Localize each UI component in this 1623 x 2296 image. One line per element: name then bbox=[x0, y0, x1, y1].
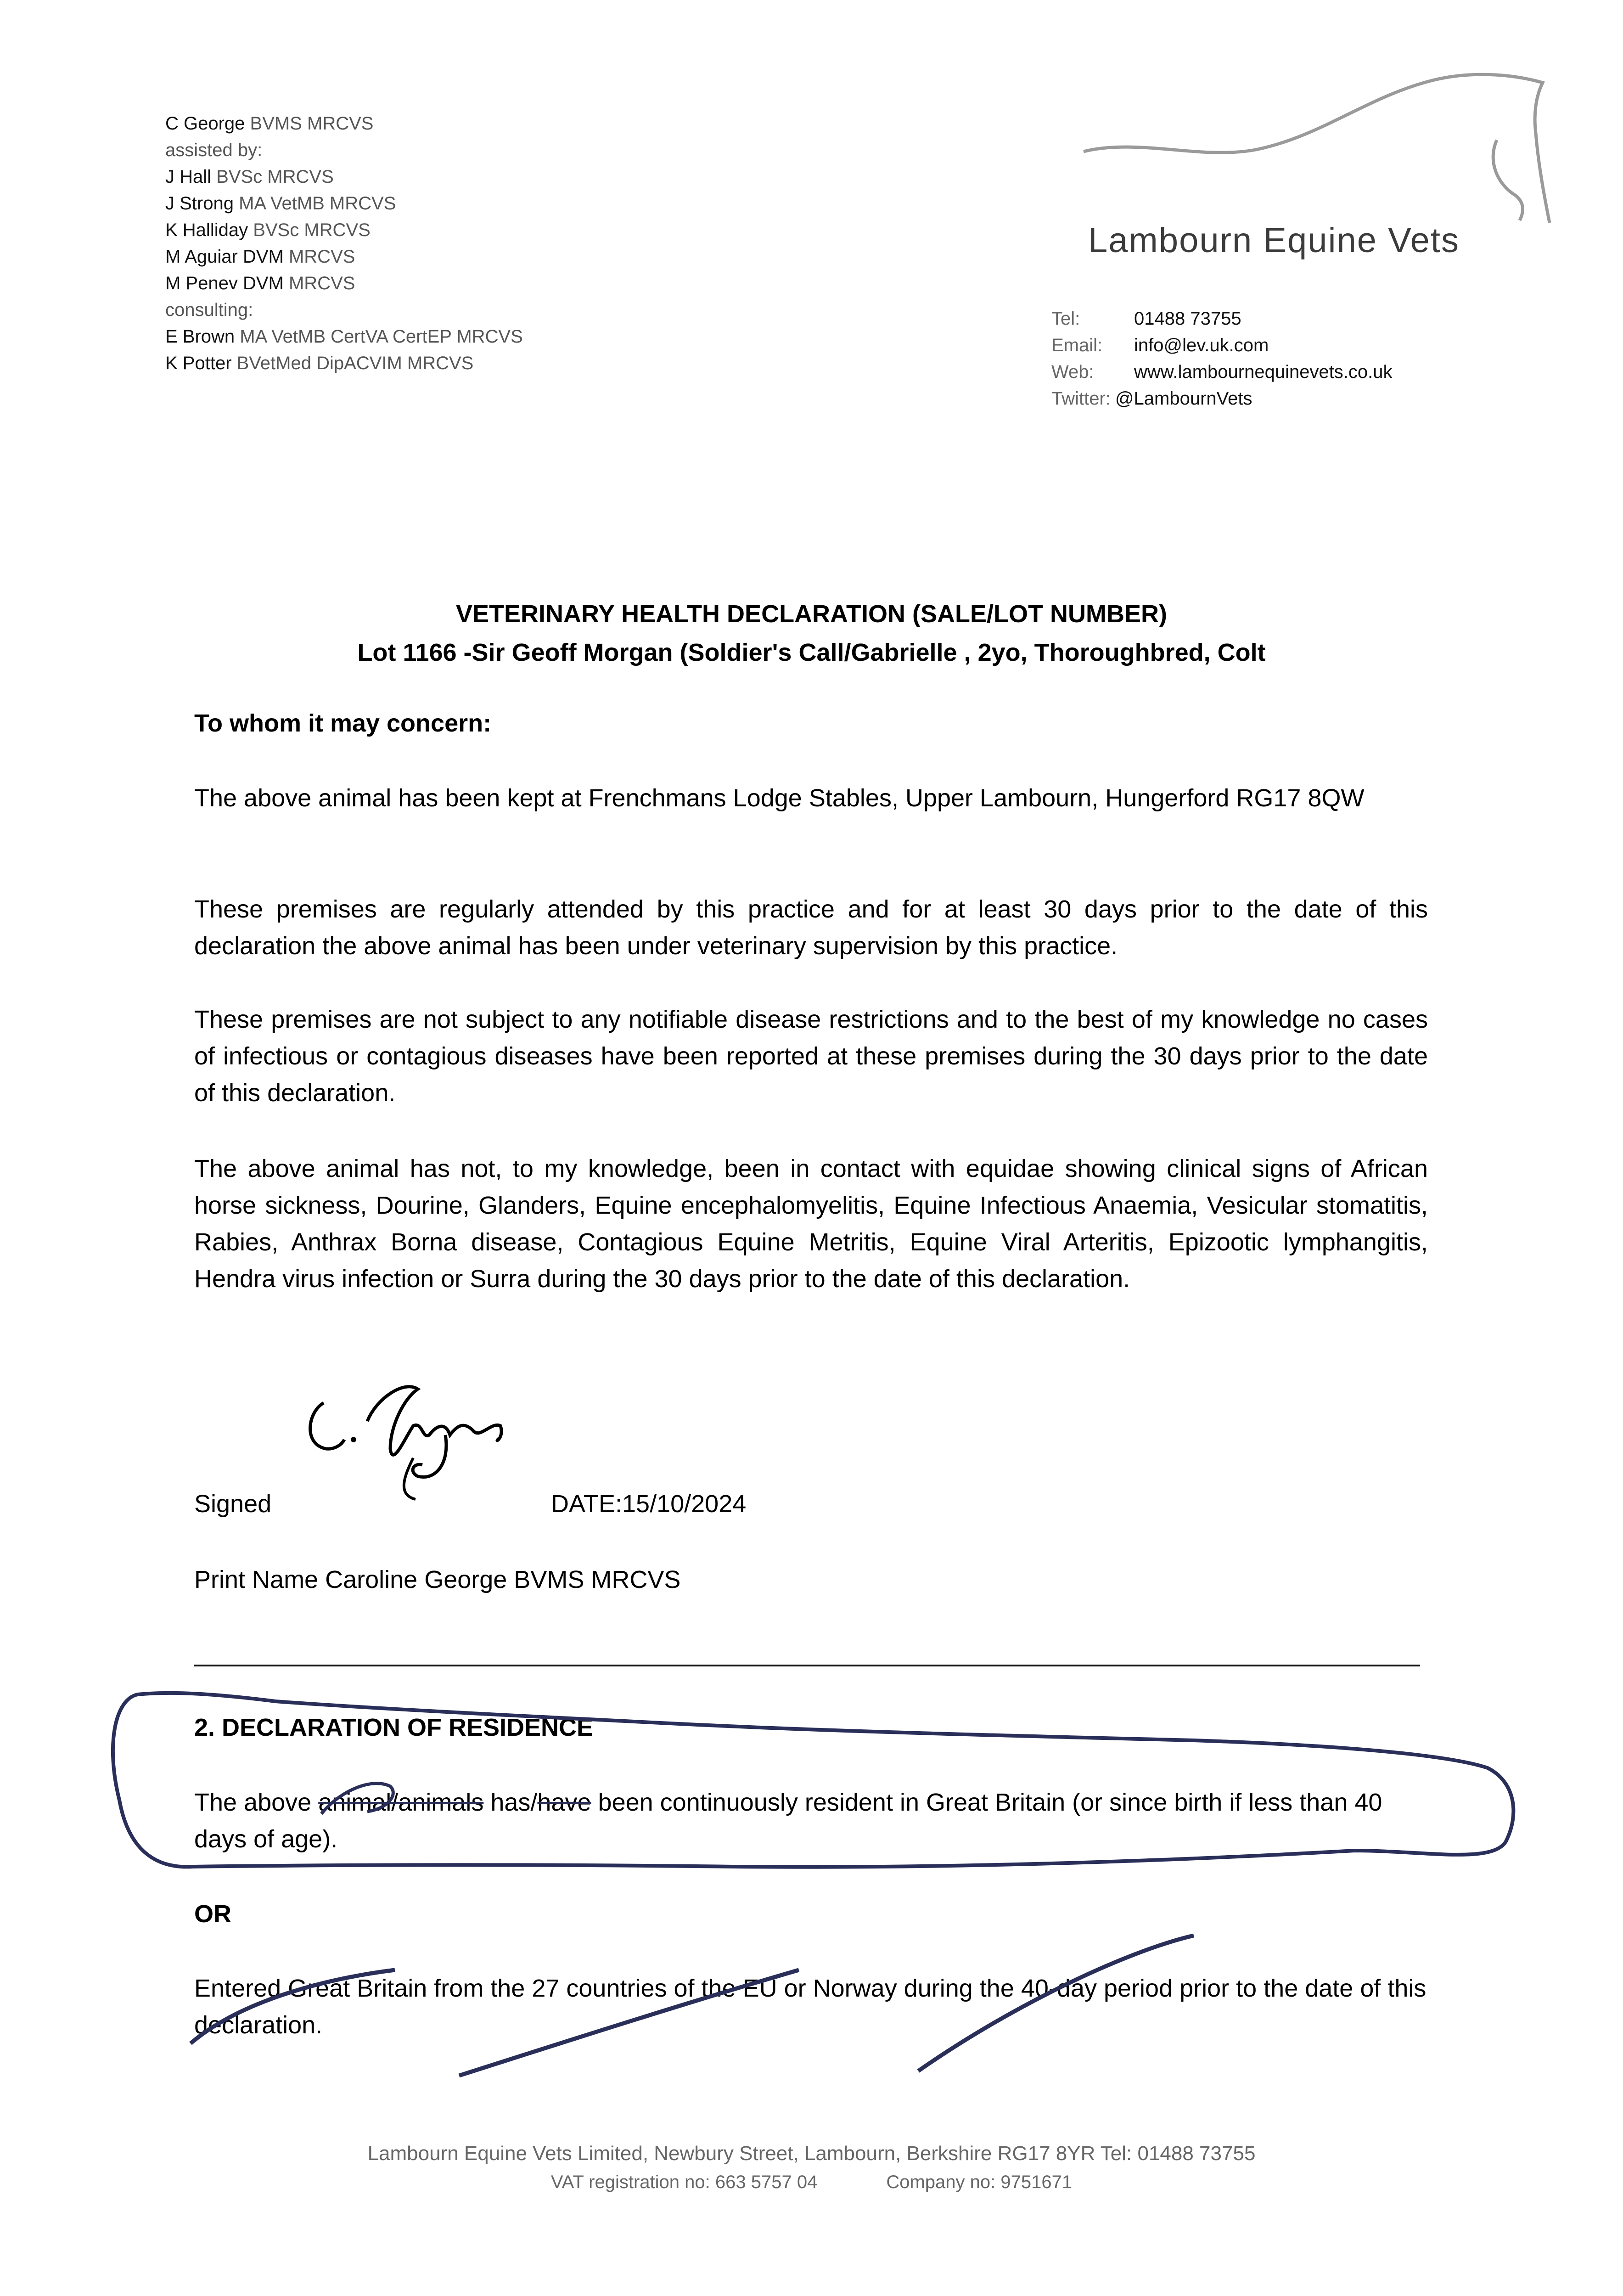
twitter-label: Twitter: bbox=[1051, 388, 1111, 409]
tel-value: 01488 73755 bbox=[1134, 309, 1241, 329]
footer-registration bbox=[0, 2172, 1623, 2193]
staff-list bbox=[165, 110, 523, 377]
signature-image bbox=[298, 1371, 519, 1508]
staff-row: J Hall BVSc MRCVS bbox=[165, 167, 334, 187]
salutation: To whom it may concern: bbox=[194, 709, 492, 737]
horse-logo-icon bbox=[1084, 69, 1556, 239]
staff-row: K Potter BVetMed DipACVIM MRCVS bbox=[165, 353, 474, 373]
paragraph-supervision: These premises are regularly attended by this practice and for at least 30 days prior to the date of this declaration the above animal has been under veterinary supervision by this practice. bbox=[194, 895, 1428, 960]
staff-group-label: consulting: bbox=[165, 300, 253, 320]
staff-row: C George BVMS MRCVS bbox=[165, 113, 374, 134]
residence-heading: 2. DECLARATION OF RESIDENCE bbox=[194, 1714, 594, 1741]
staff-group-label: assisted by: bbox=[165, 140, 263, 160]
email-label: Email: bbox=[1051, 335, 1103, 355]
or-label: OR bbox=[194, 1900, 231, 1928]
paragraph-contact-diseases: The above animal has not, to my knowledge, been in contact with equidae showing clinical signs of African horse sickness, Dourine, Glanders, Equine encephalomyelitis, Equine Infectious Anaemia, Vesicular stomatitis, Rabies, Anthrax Borna disease, Contagious Equine Metritis, Equine Viral Arteritis, Epizootic lymphangitis, Hendra virus infection or Surra during the 30 days prior to the date of this declaration. bbox=[194, 1155, 1428, 1293]
paragraph-premises: The above animal has been kept at Frenchmans Lodge Stables, Upper Lambourn, Hungerford RG17 8QW bbox=[194, 784, 1365, 812]
section-divider bbox=[194, 1665, 1420, 1666]
staff-row: E Brown MA VetMB CertVA CertEP MRCVS bbox=[165, 326, 523, 347]
footer-address: Lambourn Equine Vets Limited, Newbury Street, Lambourn, Berkshire RG17 8YR Tel: 01488 73755 bbox=[367, 2142, 1256, 2165]
twitter-value[interactable]: @LambournVets bbox=[1115, 388, 1252, 409]
vat-number: VAT registration no: 663 5757 04 bbox=[550, 2172, 818, 2192]
struck-have: have bbox=[537, 1789, 591, 1816]
company-number: Company no: 9751671 bbox=[886, 2172, 1073, 2192]
paragraph-restrictions: These premises are not subject to any notifiable disease restrictions and to the best of my knowledge no cases of infectious or contagious diseases have been reported at these premises during the 30 days prior to the date of this declaration. bbox=[194, 1006, 1428, 1107]
document-title-block bbox=[0, 595, 1623, 672]
residence-statement: The above animal/animals has/have been continuously resident in Great Britain (or since birth if less than 40 days of age). bbox=[194, 1789, 1382, 1853]
signed-label: Signed bbox=[194, 1490, 272, 1518]
print-name: Print Name Caroline George BVMS MRCVS bbox=[194, 1566, 681, 1593]
staff-row: M Aguiar DVM MRCVS bbox=[165, 247, 355, 267]
staff-row: K Halliday BVSc MRCVS bbox=[165, 220, 371, 240]
contact-block bbox=[1051, 305, 1393, 412]
residence-alternative: Entered Great Britain from the 27 countries of the EU or Norway during the 40-day period prior to the date of this declaration. bbox=[194, 1975, 1426, 2039]
staff-row: M Penev DVM MRCVS bbox=[165, 273, 355, 293]
struck-animal-options: animal/animals bbox=[318, 1789, 484, 1816]
email-value[interactable]: info@lev.uk.com bbox=[1134, 335, 1269, 355]
signature-date: DATE:15/10/2024 bbox=[551, 1490, 747, 1518]
web-value[interactable]: www.lambournequinevets.co.uk bbox=[1134, 362, 1393, 382]
tel-label: Tel: bbox=[1051, 309, 1080, 329]
brand-name: Lambourn Equine Vets bbox=[1088, 221, 1460, 260]
document-title: VETERINARY HEALTH DECLARATION (SALE/LOT NUMBER) bbox=[456, 600, 1167, 628]
web-label: Web: bbox=[1051, 362, 1094, 382]
staff-row: J Strong MA VetMB MRCVS bbox=[165, 193, 396, 214]
lot-description: Lot 1166 -Sir Geoff Morgan (Soldier's Call/Gabrielle , 2yo, Thoroughbred, Colt bbox=[357, 639, 1266, 666]
